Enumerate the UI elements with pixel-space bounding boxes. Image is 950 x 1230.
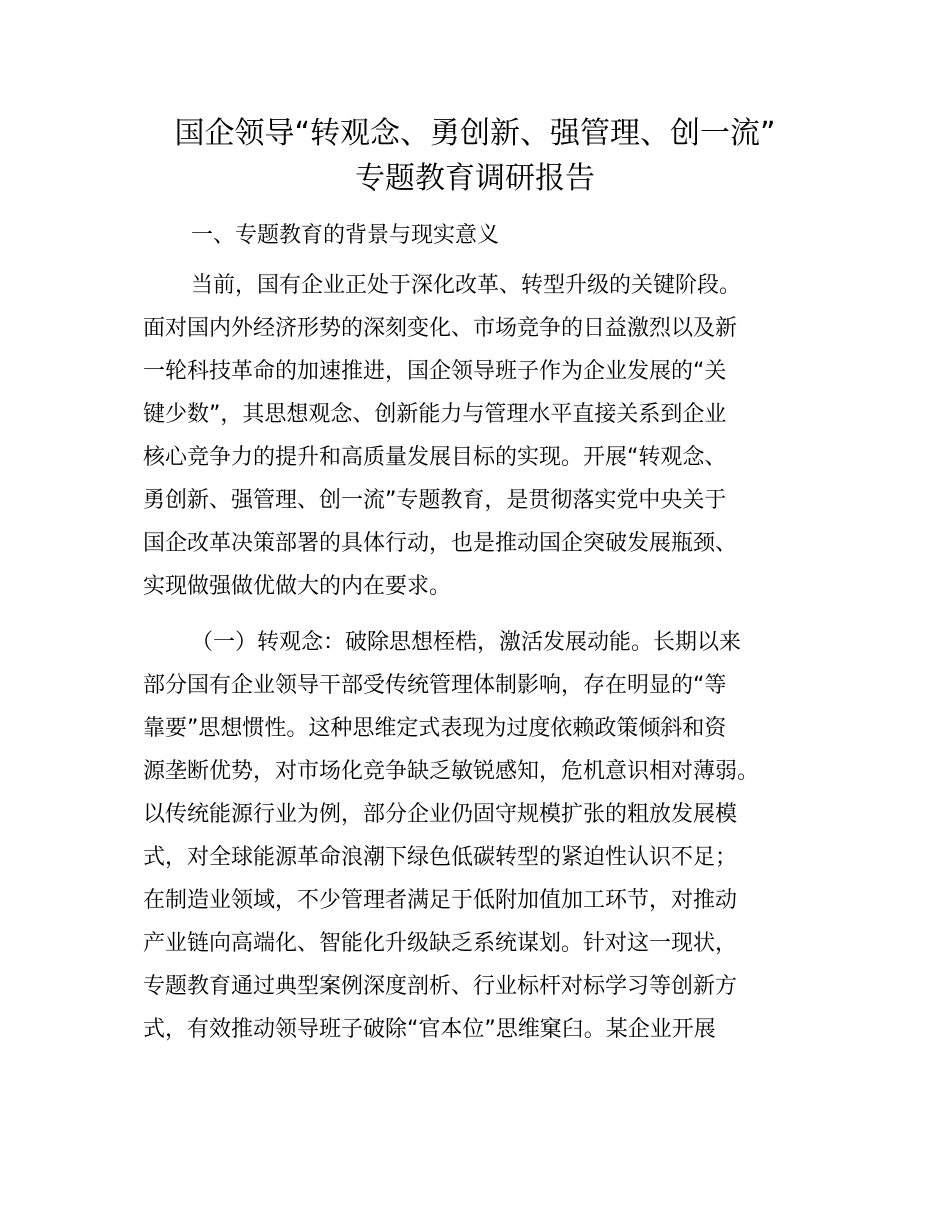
paragraph-2-line: （一）转观念：破除思想桎梏，激活发展动能。长期以来 [191,630,742,655]
paragraph-2-line: 在制造业领域，不少管理者满足于低附加值加工环节，对推动 [143,888,738,913]
document-title-line-1: 国企领导“转观念、勇创新、强管理、创一流” [174,116,776,151]
paragraph-1-line: 实现做强做优做大的内在要求。 [143,574,452,599]
paragraph-2-line: 式，对全球能源革命浪潮下绿色低碳转型的紧迫性认识不足； [143,845,738,870]
paragraph-2-line: 源垄断优势，对市场化竞争缺乏敏锐感知，危机意识相对薄弱。 [143,759,760,784]
paragraph-1-line: 当前，国有企业正处于深化改革、转型升级的关键阶段。 [191,273,742,298]
paragraph-1-line: 核心竞争力的提升和高质量发展目标的实现。开展“转观念、 [143,445,727,470]
paragraph-2-line: 式，有效推动领导班子破除“官本位”思维窠臼。某企业开展 [143,1017,716,1042]
paragraph-1-line: 国企改革决策部署的具体行动，也是推动国企突破发展瓶颈、 [143,531,738,556]
paragraph-2-line: 专题教育通过典型案例深度剖析、行业标杆对标学习等创新方 [143,974,738,999]
document-title-line-2: 专题教育调研报告 [355,161,595,196]
paragraph-2-line: 部分国有企业领导干部受传统管理体制影响，存在明显的“等 [143,673,727,698]
paragraph-1-line: 一轮科技革命的加速推进，国企领导班子作为企业发展的“关 [143,359,727,384]
paragraph-1-line: 勇创新、强管理、创一流”专题教育，是贯彻落实党中央关于 [143,488,727,513]
paragraph-1-line: 面对国内外经济形势的深刻变化、市场竞争的日益激烈以及新 [143,316,738,341]
section-heading: 一、专题教育的背景与现实意义 [191,223,500,248]
paragraph-1-line: 键少数”，其思想观念、创新能力与管理水平直接关系到企业 [143,402,727,427]
paragraph-2-line: 靠要”思想惯性。这种思维定式表现为过度依赖政策倾斜和资 [143,716,727,741]
paragraph-2-line: 以传统能源行业为例，部分企业仍固守规模扩张的粗放发展模 [143,802,738,827]
paragraph-2-line: 产业链向高端化、智能化升级缺乏系统谋划。针对这一现状， [143,931,738,956]
